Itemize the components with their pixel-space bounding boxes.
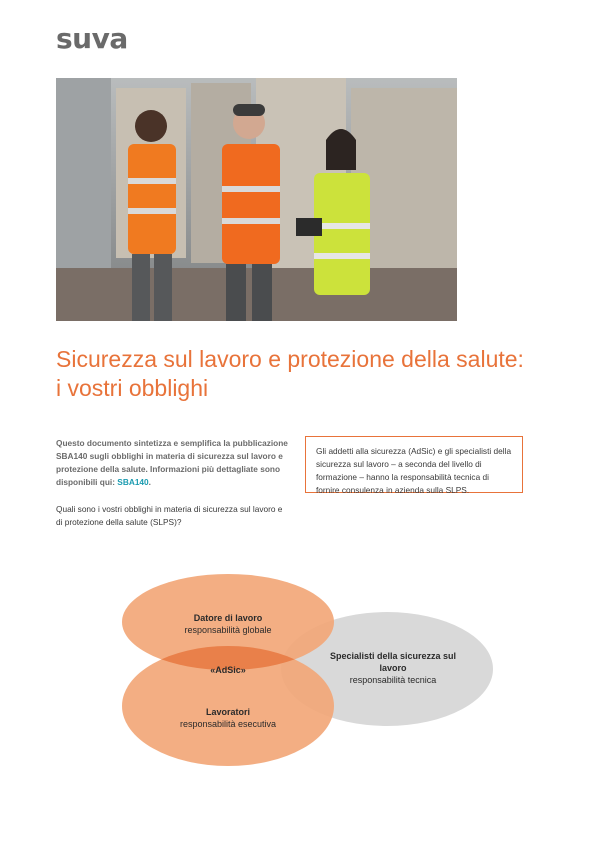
- sba140-link[interactable]: SBA140: [117, 477, 149, 487]
- specialists-sub: responsabilità tecnica: [349, 675, 437, 685]
- hero-photo: [56, 78, 457, 321]
- intro-paragraph: [56, 437, 288, 489]
- intro-end: .: [148, 477, 151, 487]
- specialists-label: [318, 650, 468, 686]
- hero-photo-illustration: [56, 78, 457, 321]
- workers-label: [158, 706, 298, 730]
- workers-sub: responsabilità esecutiva: [179, 719, 277, 729]
- venn-shapes: [0, 560, 595, 780]
- workers-heading: Lavoratori: [205, 707, 250, 717]
- specialists-heading: Specialisti della sicurezza sul lavoro: [329, 651, 457, 673]
- responsibility-venn-diagram: [0, 560, 595, 780]
- intro-text: Questo documento sintetizza e semplifica la pubblicazione SBA140 sugli obblighi in materia di sicurezza sul lavoro e protezione della salute. Informazioni più dettagliate sono disponibili qui:: [56, 438, 288, 487]
- employer-label: [158, 612, 298, 636]
- info-box-text: Gli addetti alla sicurezza (AdSic) e gli specialisti della sicurezza sul lavoro – a seconda del livello di formazione – hanno la responsabilità tecnica di fornire consulenza in azienda sulla SLPS.: [316, 446, 512, 495]
- employer-sub: responsabilità globale: [184, 625, 272, 635]
- employer-heading: Datore di lavoro: [193, 613, 263, 623]
- question-text: Quali sono i vostri obblighi in materia di sicurezza sul lavoro e di protezione della salute (SLPS)?: [56, 504, 283, 527]
- suva-logo: suva: [56, 22, 128, 55]
- adsic-label: «AdSic»: [210, 665, 246, 675]
- page-title: Sicurezza sul lavoro e protezione della salute: i vostri obblighi: [56, 346, 524, 401]
- info-box: [305, 436, 523, 493]
